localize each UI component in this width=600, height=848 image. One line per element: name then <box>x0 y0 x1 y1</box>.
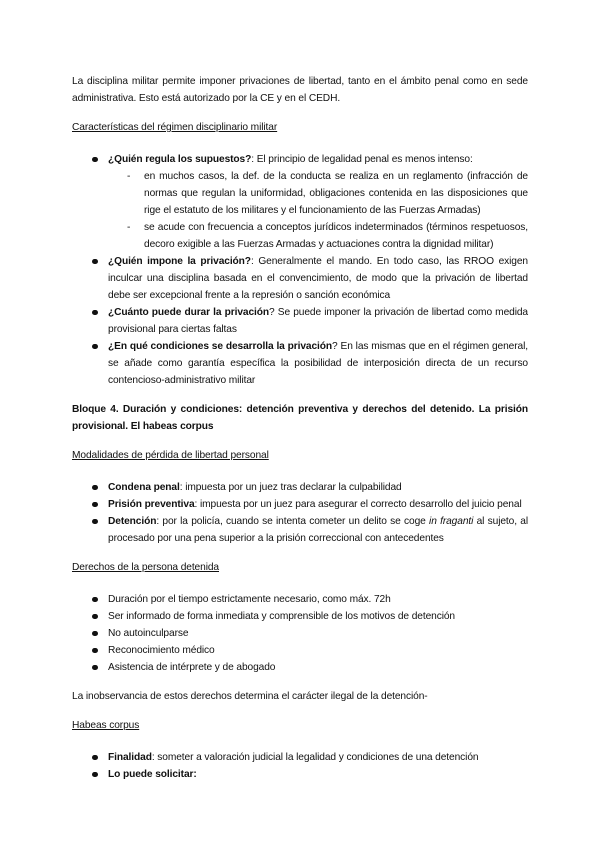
bullet-icon <box>92 631 98 637</box>
list-item <box>72 766 528 783</box>
list-item <box>72 608 528 625</box>
note-paragraph: La inobservancia de estos derechos determina el carácter ilegal de la detención- <box>72 691 428 702</box>
block-title <box>72 401 528 435</box>
list-item <box>72 338 528 389</box>
dash-icon: - <box>127 222 131 233</box>
bullet-icon <box>92 519 98 525</box>
item-term: ¿Cuánto puede durar la privación <box>108 307 270 318</box>
item-term: Detención <box>108 516 157 527</box>
item-term: ¿En qué condiciones se desarrolla la privación <box>108 341 333 352</box>
section-heading-rights: Derechos de la persona detenida <box>72 562 219 573</box>
item-text: : por la policía, cuando se intenta cometer un delito se coge <box>156 516 430 527</box>
bullet-icon <box>92 597 98 603</box>
bullet-icon <box>92 310 98 316</box>
item-text: ? Se puede imponer la privación de libertad como medida provisional para ciertas faltas <box>108 307 528 335</box>
dash-icon: - <box>127 171 131 182</box>
bullet-icon <box>92 614 98 620</box>
item-text: : impuesta por un juez para asegurar el correcto desarrollo del juicio penal <box>194 499 522 510</box>
sub-list <box>108 168 528 253</box>
item-text: Reconocimiento médico <box>108 645 215 656</box>
item-term: Finalidad <box>108 752 152 763</box>
list-item <box>72 479 528 496</box>
item-term: ¿Quién impone la privación? <box>108 256 251 267</box>
modalities-list <box>72 479 528 547</box>
item-term: ¿Quién regula los supuestos? <box>108 154 252 165</box>
rights-list <box>72 591 528 676</box>
bullet-icon <box>92 502 98 508</box>
item-italic-text: in fraganti <box>429 516 474 527</box>
item-term: Prisión preventiva <box>108 499 195 510</box>
block-title-text: Bloque 4. Duración y condiciones: detención preventiva y derechos del detenido. La prisión provisional. El habeas corpus <box>72 404 528 432</box>
bullet-icon <box>92 259 98 265</box>
item-term: Condena penal <box>108 482 180 493</box>
list-item <box>72 642 528 659</box>
item-term: Lo puede solicitar: <box>108 769 197 780</box>
bullet-icon <box>92 157 98 163</box>
item-text: ? En las mismas que en el régimen general, se añade como garantía específica la posibilidad de interposición directa de un recurso contencioso-administrativo militar <box>108 341 529 386</box>
list-item <box>72 496 528 513</box>
item-text: Asistencia de intérprete y de abogado <box>108 662 276 673</box>
item-text: : El principio de legalidad penal es menos intenso: <box>251 154 473 165</box>
list-item <box>72 151 528 253</box>
item-text: : someter a valoración judicial la legalidad y condiciones de una detención <box>151 752 479 763</box>
list-item <box>72 749 528 766</box>
sub-item-text: en muchos casos, la def. de la conducta se realiza en un reglamento (infracción de normas que regulan la uniformidad, obligaciones contenida en las disposiciones que rige el estatuto de los militares y el funcionamiento de las Fuerzas Armadas) <box>144 171 528 216</box>
item-text: Ser informado de forma inmediata y comprensible de los motivos de detención <box>108 611 455 622</box>
item-text: al sujeto, al procesado por una pena superior a la prisión correccional con antecedentes <box>108 516 529 544</box>
list-item <box>72 625 528 642</box>
disciplinary-list <box>72 151 528 389</box>
list-item <box>72 591 528 608</box>
bullet-icon <box>92 485 98 491</box>
section-heading-modalities: Modalidades de pérdida de libertad personal <box>72 450 269 461</box>
list-item <box>72 304 528 338</box>
item-text: No autoinculparse <box>108 628 189 639</box>
sub-list-item <box>108 168 528 219</box>
item-text: : impuesta por un juez tras declarar la culpabilidad <box>179 482 402 493</box>
habeas-corpus-list <box>72 749 528 783</box>
list-item <box>72 253 528 304</box>
bullet-icon <box>92 648 98 654</box>
bullet-icon <box>92 344 98 350</box>
list-item <box>72 513 528 547</box>
item-text: : Generalmente el mando. En todo caso, las RROO exigen inculcar una disciplina basada en el convencimiento, de modo que la privación de libertad debe ser excepcional frente a la represión o sanción económica <box>108 256 528 301</box>
document-body <box>72 73 528 783</box>
intro-paragraph: La disciplina militar permite imponer privaciones de libertad, tanto en el ámbito penal como en sede administrativa. Esto está autorizado por la CE y en el CEDH. <box>72 76 528 104</box>
sub-list-item <box>108 219 528 253</box>
sub-item-text: se acude con frecuencia a conceptos jurídicos indeterminados (términos respetuosos, decoro exigible a las Fuerzas Armadas y actuaciones contra la dignidad militar) <box>144 222 528 250</box>
bullet-icon <box>92 665 98 671</box>
section-heading-disciplinary: Características del régimen disciplinario militar <box>72 122 278 133</box>
list-item <box>72 659 528 676</box>
item-text: Duración por el tiempo estrictamente necesario, como máx. 72h <box>108 594 391 605</box>
bullet-icon <box>92 755 98 761</box>
section-heading-habeas-corpus: Habeas corpus <box>72 720 140 731</box>
bullet-icon <box>92 772 98 778</box>
